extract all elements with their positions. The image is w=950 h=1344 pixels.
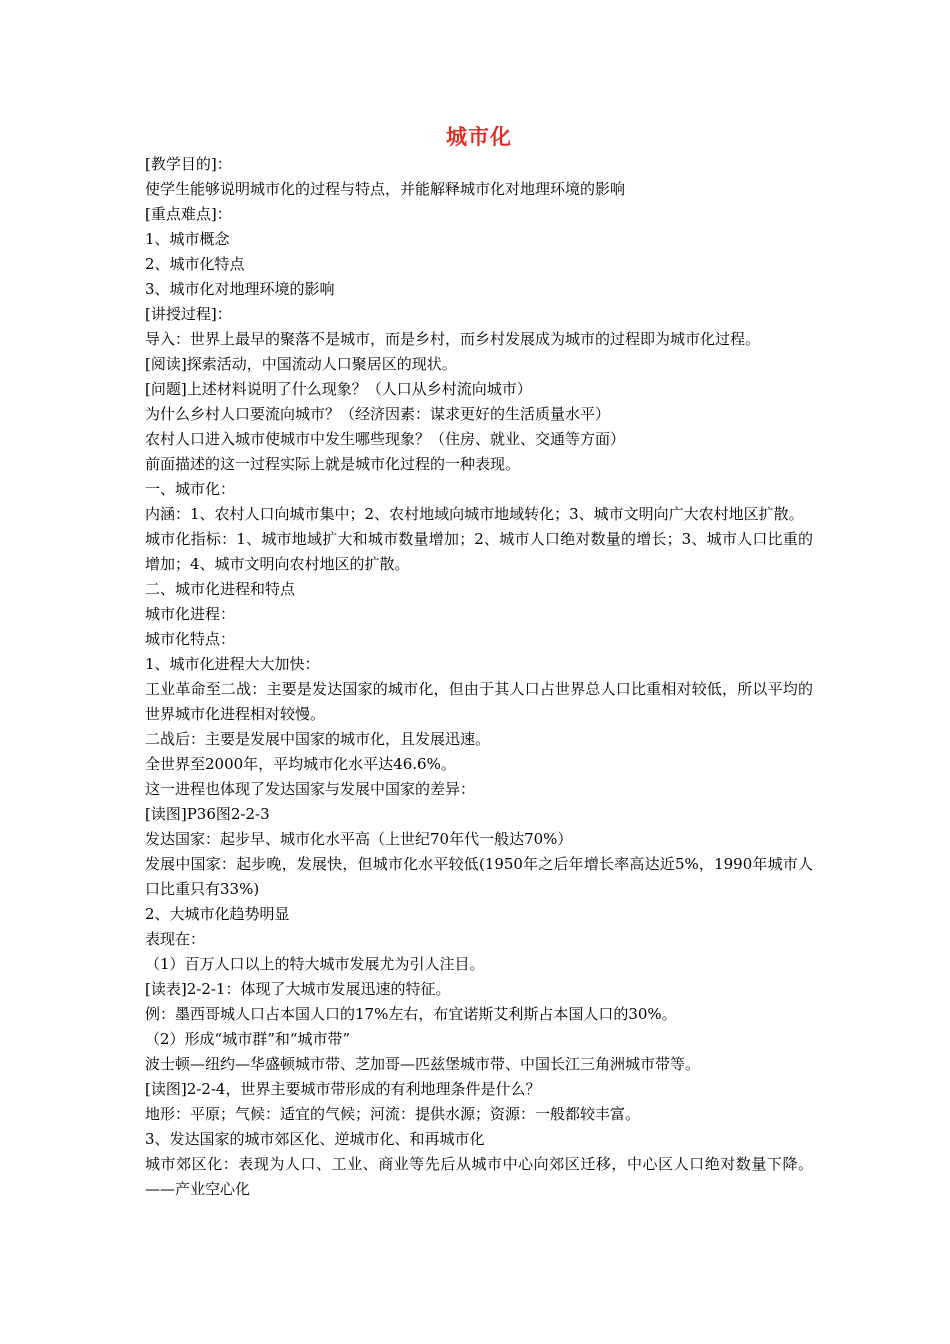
document-title: 城市化: [446, 124, 512, 149]
paragraph: 城市郊区化：表现为人口、工业、商业等先后从城市中心向郊区迁移，中心区人口绝对数量下降。——产业空心化: [145, 1155, 813, 1198]
paragraph: 为什么乡村人口要流向城市？（经济因素：谋求更好的生活质量水平）: [145, 405, 611, 423]
paragraph: 全世界至2000年，平均城市化水平达46.6%。: [145, 755, 456, 773]
paragraph: 工业革命至二战：主要是发达国家的城市化，但由于其人口占世界总人口比重相对较低，所以平均的世界城市化进程相对较慢。: [145, 680, 813, 723]
paragraph: 城市化特点：: [145, 630, 236, 648]
paragraph: [读图]P36图2-2-3: [145, 805, 270, 823]
paragraph: 3、发达国家的城市郊区化、逆城市化、和再城市化: [145, 1130, 485, 1148]
paragraph: 地形：平原；气候：适宜的气候；河流：提供水源；资源：一般都较丰富。: [145, 1105, 641, 1123]
paragraph: 这一进程也体现了发达国家与发展中国家的差异：: [145, 780, 476, 798]
paragraph: 前面描述的这一过程实际上就是城市化过程的一种表现。: [145, 455, 521, 473]
paragraph: （1）百万人口以上的特大城市发展尤为引人注目。: [145, 955, 485, 973]
paragraph: [教学目的]：: [145, 155, 232, 173]
paragraph: 例：墨西哥城人口占本国人口的17%左右，布宜诺斯艾利斯占本国人口的30%。: [145, 1005, 677, 1023]
paragraph: 二、城市化进程和特点: [145, 580, 296, 598]
paragraph: 城市化进程：: [145, 605, 236, 623]
paragraph: 1、城市概念: [145, 230, 230, 248]
paragraph: 一、城市化：: [145, 480, 236, 498]
paragraph: [读表]2-2-1：体现了大城市发展迅速的特征。: [145, 980, 451, 998]
paragraph: [问题]上述材料说明了什么现象？（人口从乡村流向城市）: [145, 380, 532, 398]
paragraph: 1、城市化进程大大加快：: [145, 655, 320, 673]
paragraph: （2）形成“城市群”和“城市带”: [145, 1030, 351, 1048]
paragraph: 2、城市化特点: [145, 255, 245, 273]
paragraph: [讲授过程]：: [145, 305, 232, 323]
document-page: [145, 124, 813, 1202]
paragraph: 2、大城市化趋势明显: [145, 905, 290, 923]
paragraph: [阅读]探索活动，中国流动人口聚居区的现状。: [145, 355, 457, 373]
paragraph: 导入：世界上最早的聚落不是城市，而是乡村，而乡村发展成为城市的过程即为城市化过程。: [145, 330, 761, 348]
paragraph: 城市化指标：1、城市地域扩大和城市数量增加；2、城市人口绝对数量的增长；3、城市人口比重的增加；4、城市文明向农村地区的扩散。: [145, 530, 813, 573]
paragraph: 二战后：主要是发展中国家的城市化，且发展迅速。: [145, 730, 491, 748]
paragraph: 发展中国家：起步晚，发展快，但城市化水平较低(1950年之后年增长率高达近5%，1990年城市人口比重只有33%): [145, 855, 813, 898]
paragraph: 农村人口进入城市使城市中发生哪些现象？（住房、就业、交通等方面）: [145, 430, 626, 448]
paragraph: 波士顿—纽约—华盛顿城市带、芝加哥—匹兹堡城市带、中国长江三角洲城市带等。: [145, 1055, 701, 1073]
paragraph: 表现在：: [145, 930, 206, 948]
paragraph: 发达国家：起步早、城市化水平高（上世纪70年代一般达70%）: [145, 830, 573, 848]
paragraph: [读图]2-2-4，世界主要城市带形成的有利地理条件是什么？: [145, 1080, 541, 1098]
paragraph: 使学生能够说明城市化的过程与特点，并能解释城市化对地理环境的影响: [145, 180, 626, 198]
document-body: [145, 152, 813, 1202]
paragraph: 3、城市化对地理环境的影响: [145, 280, 335, 298]
paragraph: [重点难点]：: [145, 205, 232, 223]
paragraph: 内涵：1、农村人口向城市集中；2、农村地域向城市地域转化；3、城市文明向广大农村地区扩散。: [145, 505, 804, 523]
